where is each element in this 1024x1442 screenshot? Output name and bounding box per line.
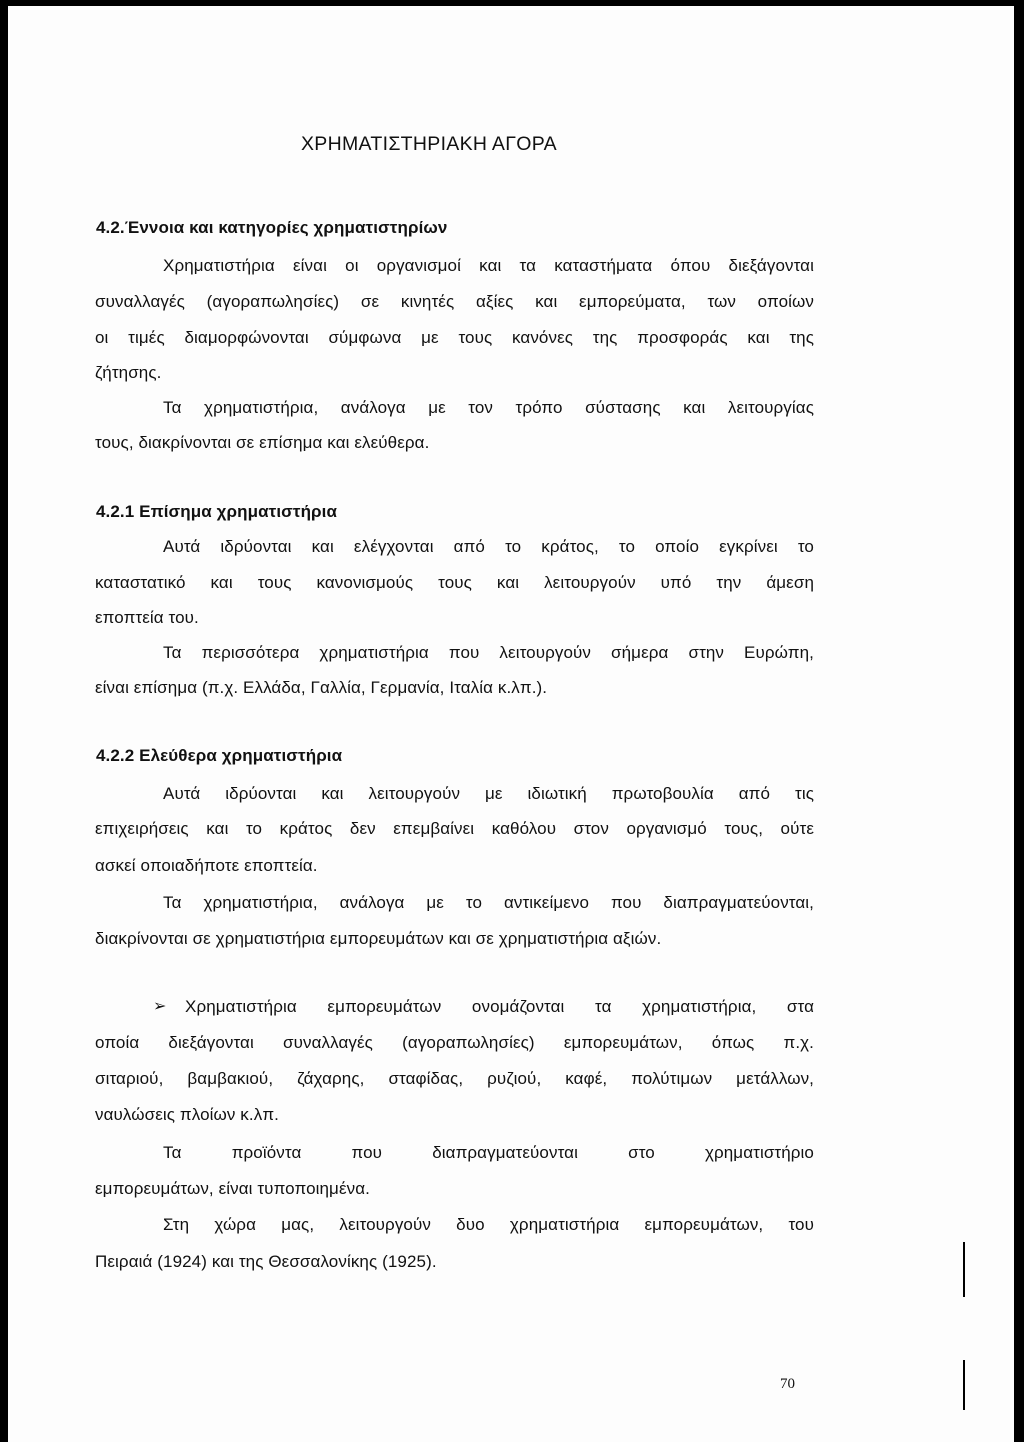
section-heading: 4.2.1 Επίσημα χρηματιστήρια xyxy=(96,502,338,521)
paragraph-line: εμπορευμάτων, είναι τυποποιημένα. xyxy=(95,1179,370,1198)
page-number: 70 xyxy=(780,1376,795,1392)
paragraph-line: καταστατικό και τους κανονισμούς τους και λειτουργούν υπό την άμεση xyxy=(95,573,814,592)
paragraph-line: επιχειρήσεις και το κράτος δεν επεμβαίνει καθόλου στον οργανισμό τους, ούτε xyxy=(95,819,814,838)
paragraph-line: διακρίνονται σε χρηματιστήρια εμπορευμάτων και σε χρηματιστήρια αξιών. xyxy=(95,929,662,948)
page-title: ΧΡΗΜΑΤΙΣΤΗΡΙΑΚΗ ΑΓΟΡΑ xyxy=(301,133,557,155)
section-heading: 4.2.2 Ελεύθερα χρηματιστήρια xyxy=(96,746,343,765)
margin-rule xyxy=(963,1242,965,1297)
paragraph-line: τους, διακρίνονται σε επίσημα και ελεύθερα. xyxy=(95,433,430,452)
paragraph-line: οι τιμές διαμορφώνονται σύμφωνα με τους κανόνες της προσφοράς και της xyxy=(95,328,814,347)
paragraph-line: ζήτησης. xyxy=(95,363,162,382)
paragraph-line: ασκεί οποιαδήποτε εποπτεία. xyxy=(95,856,318,875)
paragraph-line: σιταριού, βαμβακιού, ζάχαρης, σταφίδας, ρυζιού, καφέ, πολύτιμων μετάλλων, xyxy=(95,1069,814,1088)
paragraph-line: οποία διεξάγονται συναλλαγές (αγοραπωλησίες) εμπορευμάτων, όπως π.χ. xyxy=(95,1033,814,1052)
section-heading: 4.2.Έννοια και κατηγορίες χρηματιστηρίων xyxy=(96,218,448,237)
paragraph-line: Τα περισσότερα χρηματιστήρια που λειτουργούν σήμερα στην Ευρώπη, xyxy=(163,643,814,662)
paragraph-line: Τα προϊόντα που διαπραγματεύονται στο χρηματιστήριο xyxy=(163,1143,814,1162)
paragraph-line: Χρηματιστήρια είναι οι οργανισμοί και τα καταστήματα όπου διεξάγονται xyxy=(163,256,814,275)
paragraph-line: Στη χώρα μας, λειτουργούν δυο χρηματιστήρια εμπορευμάτων, του xyxy=(163,1215,814,1234)
arrow-bullet-icon: ➢ xyxy=(153,998,167,1015)
paragraph-line: Τα χρηματιστήρια, ανάλογα με τον τρόπο σύστασης και λειτουργίας xyxy=(163,398,814,417)
paragraph-line: Πειραιά (1924) και της Θεσσαλονίκης (1925). xyxy=(95,1252,437,1271)
paragraph-line: εποπτεία του. xyxy=(95,608,199,627)
paragraph-line: είναι επίσημα (π.χ. Ελλάδα, Γαλλία, Γερμανία, Ιταλία κ.λπ.). xyxy=(95,678,548,697)
scan-edge-top xyxy=(0,0,1024,6)
scan-edge-left xyxy=(0,0,8,1442)
scan-edge-right xyxy=(1014,0,1024,1442)
margin-rule xyxy=(963,1360,965,1410)
paragraph-line: Αυτά ιδρύονται και ελέγχονται από το κράτος, το οποίο εγκρίνει το xyxy=(163,537,814,556)
paragraph-line: ναυλώσεις πλοίων κ.λπ. xyxy=(95,1105,279,1124)
paragraph-line: Αυτά ιδρύονται και λειτουργούν με ιδιωτική πρωτοβουλία από τις xyxy=(163,784,814,803)
paragraph-line: συναλλαγές (αγοραπωλησίες) σε κινητές αξίες και εμπορεύματα, των οποίων xyxy=(95,292,814,311)
paragraph-line: Τα χρηματιστήρια, ανάλογα με το αντικείμενο που διαπραγματεύονται, xyxy=(163,893,814,912)
paragraph-line: Χρηματιστήρια εμπορευμάτων ονομάζονται τα χρηματιστήρια, στα xyxy=(185,997,814,1016)
